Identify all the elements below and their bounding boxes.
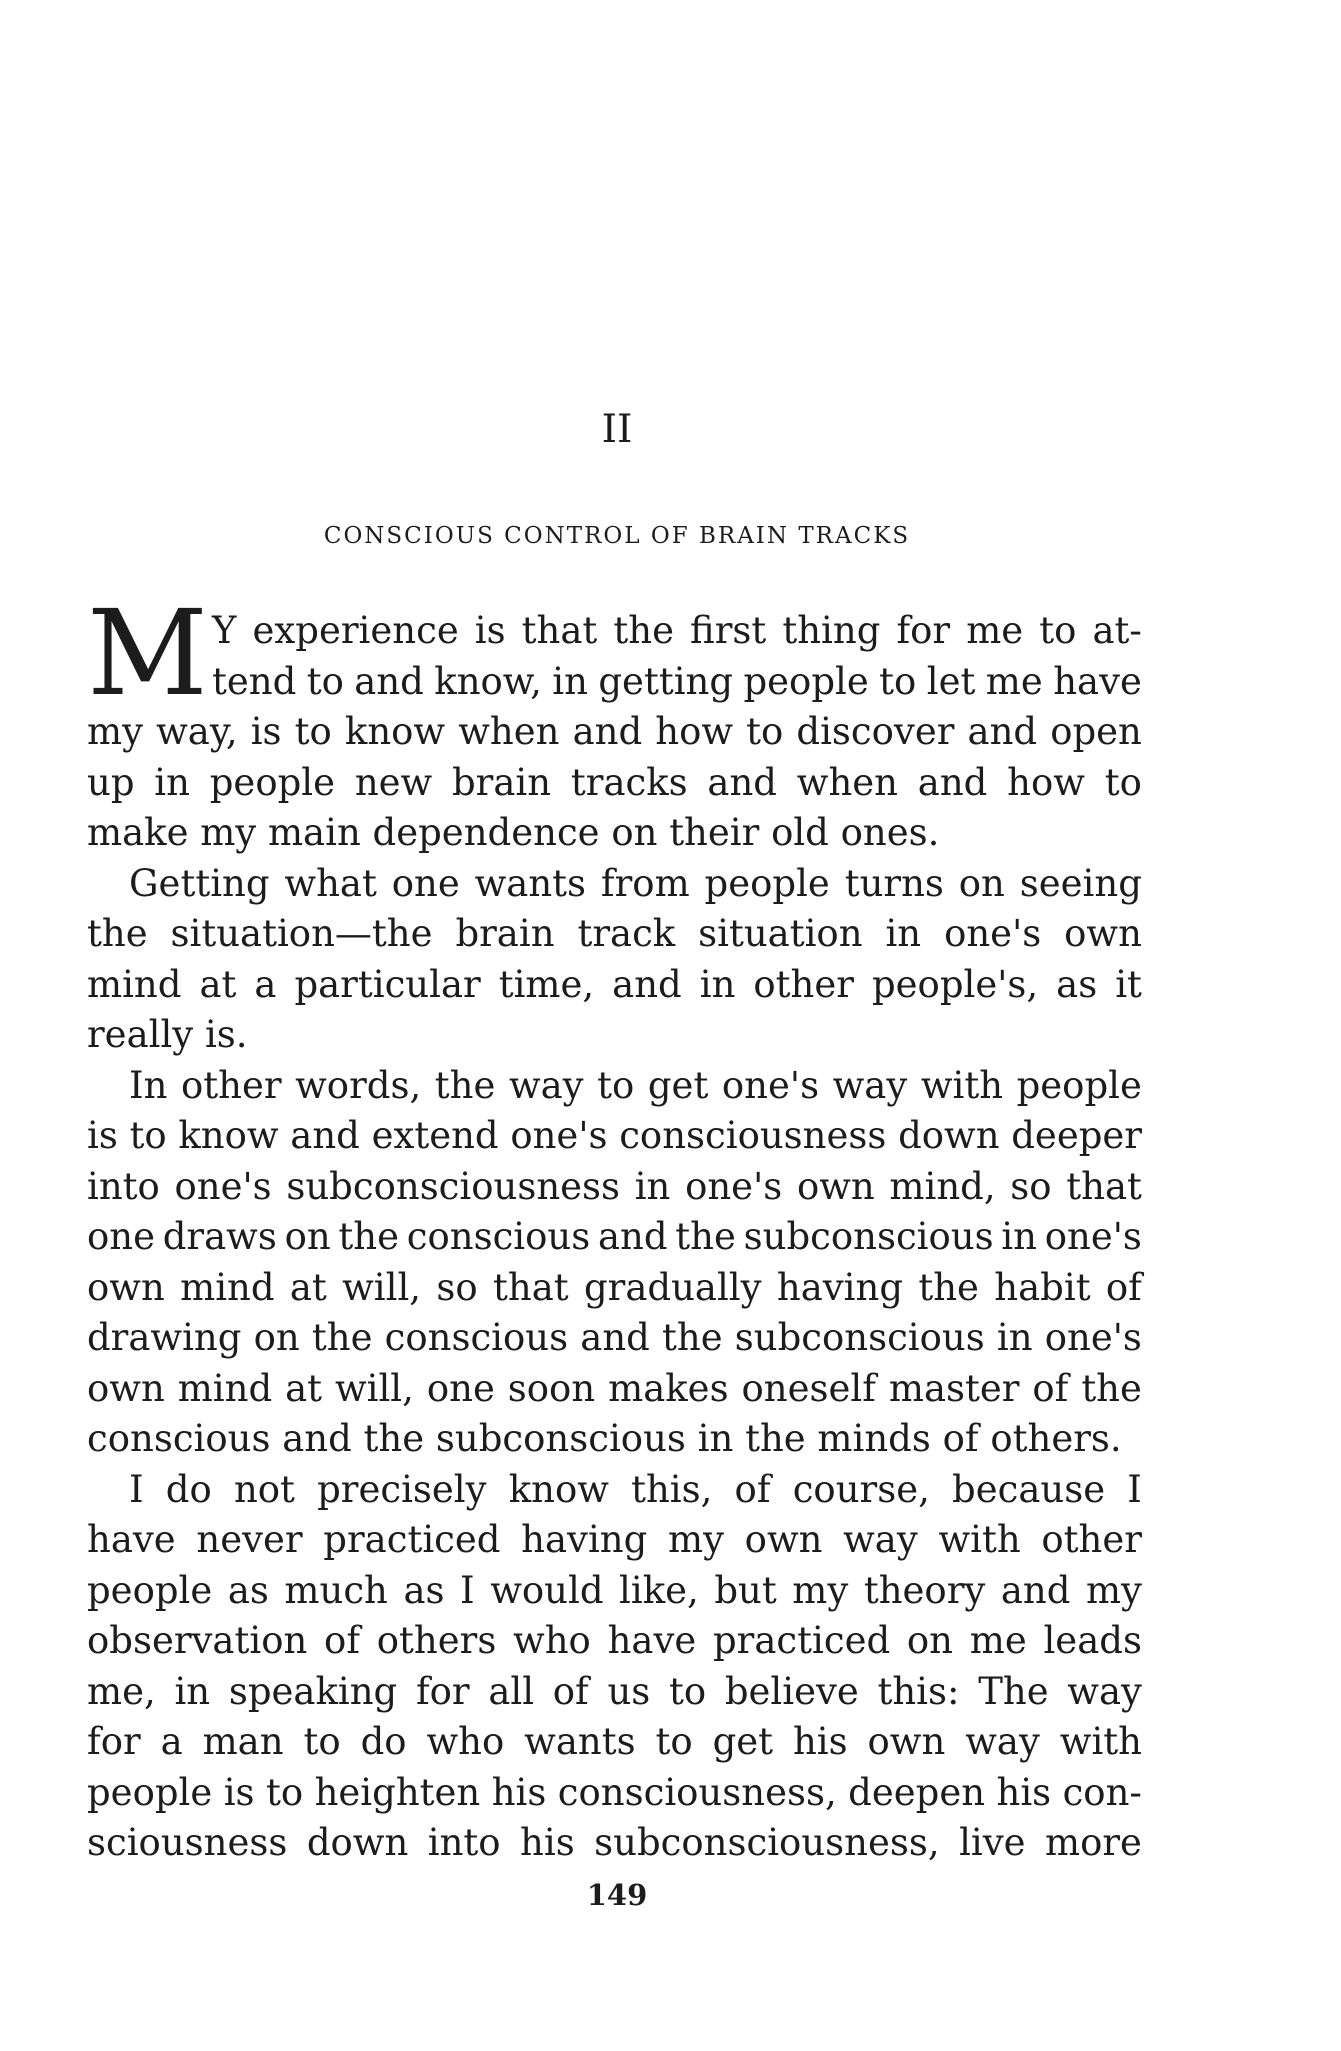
word: as <box>227 1568 269 1612</box>
word: discover <box>796 710 955 753</box>
word: tracks <box>570 760 688 804</box>
word: my <box>792 1568 849 1612</box>
word: con- <box>1062 1770 1142 1814</box>
word: what <box>284 861 377 905</box>
word: speaking <box>228 1669 398 1713</box>
word: of <box>1105 1265 1142 1309</box>
word: in <box>634 1164 671 1208</box>
word: own <box>744 1518 823 1561</box>
word: oneself <box>741 1366 876 1410</box>
word: my <box>87 710 143 753</box>
word: down <box>306 1821 409 1864</box>
word: people <box>87 1568 213 1612</box>
word: and <box>354 659 424 703</box>
word: know, <box>434 659 542 703</box>
text-line <box>87 1515 1142 1566</box>
word: one <box>426 1366 495 1410</box>
word: people's, <box>871 962 1039 1006</box>
word: in <box>552 659 588 703</box>
word: own <box>796 1164 875 1208</box>
word: subconsciousness, <box>594 1821 940 1864</box>
word: mind, <box>889 1164 996 1208</box>
word: for <box>896 609 951 652</box>
word: at <box>199 962 237 1006</box>
word: having <box>521 1518 648 1561</box>
word: get <box>712 1720 774 1763</box>
word: way <box>843 1518 918 1561</box>
page-number: 149 <box>586 1878 648 1912</box>
word: consciousness, <box>557 1770 837 1814</box>
word: I <box>1127 1467 1142 1511</box>
text-line <box>87 1364 1142 1415</box>
word: one's <box>721 1063 820 1107</box>
word: to <box>1039 609 1077 652</box>
word: one's <box>685 1164 783 1208</box>
text-line <box>87 1616 1142 1667</box>
word: my <box>1085 1568 1142 1612</box>
chapter-title: CONSCIOUS CONTROL OF BRAIN TRACKS <box>323 523 911 549</box>
word: Y <box>212 609 237 652</box>
word: who <box>426 1720 505 1763</box>
text-line <box>87 909 1142 960</box>
text-line <box>87 1263 1142 1314</box>
word: know <box>344 710 446 753</box>
word: know <box>508 1467 609 1511</box>
word: me <box>969 1619 1027 1662</box>
word: subconscious <box>743 1215 994 1258</box>
word: have <box>1053 659 1142 703</box>
word: with <box>920 1063 1004 1107</box>
word: with <box>1059 1720 1142 1763</box>
word: theory <box>863 1568 986 1612</box>
word: for <box>87 1720 141 1763</box>
word: have <box>607 1619 697 1662</box>
word: own <box>87 1366 165 1410</box>
word: the <box>662 1316 723 1359</box>
word: and <box>580 1316 650 1359</box>
word: practiced <box>713 1619 891 1662</box>
word: it <box>1115 962 1142 1006</box>
word: is <box>223 1770 255 1814</box>
paragraph-1 <box>87 584 1142 859</box>
word: other <box>753 962 854 1006</box>
text-line <box>87 1465 1142 1516</box>
word: mind <box>87 962 182 1006</box>
word: up <box>87 760 135 804</box>
word: way, <box>156 710 238 753</box>
word: this, <box>631 1467 713 1511</box>
word: time, <box>498 962 595 1006</box>
word: thing <box>782 609 881 652</box>
word: of <box>552 1669 589 1713</box>
text-line <box>87 960 1142 1011</box>
word: not <box>233 1467 295 1511</box>
text-line <box>87 1061 1142 1112</box>
word: way <box>1067 1669 1142 1713</box>
word: other <box>1041 1518 1142 1561</box>
text-line <box>87 1768 1142 1819</box>
word: and <box>572 710 643 753</box>
word: and <box>1000 1568 1071 1612</box>
word: people <box>704 861 830 905</box>
word: for <box>415 1669 470 1713</box>
word: let <box>926 659 976 703</box>
word: course, <box>792 1467 930 1511</box>
word: will, <box>342 1265 422 1309</box>
word: to <box>655 1720 693 1763</box>
word: us <box>607 1669 651 1713</box>
text-line <box>87 758 1142 809</box>
word: heighten <box>314 1770 481 1814</box>
word: mind <box>177 1366 273 1410</box>
word: leads <box>1043 1619 1142 1662</box>
paragraph-2 <box>87 859 1142 1061</box>
word: to <box>294 710 332 753</box>
word: as <box>1056 962 1098 1006</box>
word: know <box>178 1114 279 1157</box>
word: subconsciousness <box>286 1164 621 1208</box>
word: the <box>918 1265 979 1309</box>
word: one's <box>1044 1316 1142 1359</box>
text-line <box>87 1818 1142 1869</box>
word: when <box>796 760 899 804</box>
word: situation—the <box>170 912 433 955</box>
word: one's <box>510 1114 608 1157</box>
word: do <box>360 1720 407 1763</box>
word: in <box>699 962 736 1006</box>
word: of <box>324 1619 361 1662</box>
text-line <box>87 1313 1142 1364</box>
word: on <box>958 861 1005 905</box>
word: I <box>460 1568 475 1612</box>
word: wants <box>524 1720 636 1763</box>
word: people <box>1016 1063 1142 1107</box>
text-line <box>87 1212 1142 1263</box>
word: habit <box>994 1265 1091 1309</box>
word: first <box>690 609 767 652</box>
word: people <box>87 1770 213 1814</box>
word: is <box>250 710 282 753</box>
word: consciousness <box>619 1114 887 1157</box>
word: the <box>675 1215 736 1258</box>
word: will, <box>334 1366 414 1410</box>
word: so <box>436 1265 478 1309</box>
text-line: conscious and the subconscious in the minds of others. <box>87 1417 1122 1460</box>
word: conscious <box>406 1215 591 1258</box>
word: my <box>667 1518 724 1561</box>
word: is <box>474 609 506 652</box>
word: particular <box>294 962 481 1006</box>
word: when <box>458 710 560 753</box>
word: other <box>181 1063 282 1107</box>
word: a <box>160 1720 183 1763</box>
text-line <box>87 1111 1142 1162</box>
word: how <box>655 710 734 753</box>
word: a <box>254 962 277 1006</box>
word: master <box>888 1366 1020 1410</box>
word: me <box>966 609 1024 652</box>
word: and <box>612 962 682 1006</box>
word: tend <box>212 659 297 703</box>
word: Getting <box>129 861 270 905</box>
word: situation <box>698 912 863 955</box>
word: one's <box>1044 1215 1142 1258</box>
word: practiced <box>323 1518 501 1561</box>
chapter-number: II <box>601 407 633 452</box>
word: never <box>196 1518 303 1561</box>
word: brain <box>452 760 552 804</box>
word: on <box>906 1619 954 1662</box>
word: down <box>898 1114 1000 1157</box>
word: in <box>174 1669 211 1713</box>
text-line <box>87 657 1142 708</box>
word: into <box>87 1164 160 1208</box>
word: that <box>521 609 598 652</box>
word: open <box>1050 710 1142 753</box>
word: mind <box>180 1265 275 1309</box>
word: way <box>965 1720 1040 1763</box>
word: his <box>792 1720 848 1763</box>
word: observation <box>87 1619 308 1662</box>
word: as <box>403 1568 445 1612</box>
word: I <box>129 1467 144 1511</box>
word: with <box>938 1518 1021 1561</box>
text-line <box>87 1162 1142 1213</box>
text-line <box>87 1667 1142 1718</box>
word: having <box>776 1265 904 1309</box>
word: live <box>959 1821 1026 1864</box>
word: the <box>613 609 674 652</box>
word: own <box>1064 912 1142 955</box>
word: because <box>952 1467 1106 1511</box>
text-line: really is. <box>87 1013 248 1056</box>
word: would <box>490 1568 604 1612</box>
word: his <box>520 1821 575 1864</box>
word: to <box>303 1720 341 1763</box>
paragraph-4 <box>87 1465 1142 1869</box>
word: to <box>1104 760 1142 804</box>
word: the <box>434 1063 496 1107</box>
word: others <box>376 1619 497 1662</box>
word: gradually <box>583 1265 762 1309</box>
word: track <box>577 912 676 955</box>
word: and <box>707 760 777 804</box>
text-line: make my main dependence on their old ones. <box>87 811 940 854</box>
word: into <box>427 1821 501 1864</box>
word: seeing <box>1019 861 1142 905</box>
word: in <box>154 760 190 804</box>
body-text <box>87 584 1142 1869</box>
word: and <box>917 760 988 804</box>
text-line <box>87 606 1142 657</box>
word: In <box>129 1063 168 1107</box>
word: one's <box>174 1164 272 1208</box>
word: precisely <box>317 1467 487 1511</box>
word: get <box>647 1063 709 1107</box>
word: do <box>165 1467 212 1511</box>
text-line <box>87 1717 1142 1768</box>
word: me, <box>87 1669 156 1713</box>
word: that <box>1066 1164 1142 1208</box>
word: people <box>209 760 336 804</box>
drop-cap: M <box>87 584 208 722</box>
word: have <box>87 1518 176 1561</box>
word: and <box>597 1215 668 1258</box>
word: this: <box>877 1669 960 1713</box>
word: one's <box>944 912 1042 955</box>
word: one <box>391 861 460 905</box>
word: one <box>87 1215 156 1258</box>
word: wants <box>474 861 587 905</box>
word: own <box>867 1720 946 1763</box>
word: to <box>597 1063 635 1107</box>
word: sciousness <box>87 1821 288 1864</box>
word: to <box>668 1669 707 1713</box>
word: deepen <box>848 1770 986 1814</box>
word: subconscious <box>734 1316 985 1359</box>
word: at <box>285 1366 323 1410</box>
word: in <box>885 912 922 955</box>
word: the <box>338 1215 400 1258</box>
word: to <box>129 1114 167 1157</box>
word: words, <box>295 1063 422 1107</box>
word: way <box>832 1063 908 1107</box>
word: the <box>1081 1366 1142 1410</box>
word: on <box>284 1215 331 1258</box>
text-line <box>87 1566 1142 1617</box>
text-line <box>87 707 1142 758</box>
word: in <box>1001 1215 1037 1258</box>
word: experience <box>252 609 459 652</box>
word: to <box>265 1770 304 1814</box>
word: soon <box>507 1366 596 1410</box>
word: is <box>87 1114 118 1157</box>
word: to <box>306 659 344 703</box>
word: brain <box>455 912 555 955</box>
word: like, <box>619 1568 699 1612</box>
word: how <box>1007 760 1085 804</box>
word: man <box>202 1720 284 1763</box>
word: on <box>253 1316 300 1359</box>
word: new <box>354 760 433 804</box>
word: believe <box>724 1669 859 1713</box>
word: in <box>996 1316 1033 1359</box>
word: so <box>1010 1164 1052 1208</box>
word: that <box>493 1265 569 1309</box>
text-line <box>87 859 1142 910</box>
word: at <box>289 1265 327 1309</box>
word: his <box>996 1770 1052 1814</box>
word: to <box>879 659 917 703</box>
word: getting <box>598 659 734 703</box>
word: from <box>600 861 690 905</box>
word: draws <box>162 1215 277 1258</box>
word: The <box>978 1669 1049 1713</box>
word: drawing <box>87 1316 242 1359</box>
word: of <box>1032 1366 1069 1410</box>
word: who <box>513 1619 591 1662</box>
word: turns <box>844 861 944 905</box>
word: conscious <box>384 1316 569 1359</box>
word: people <box>743 659 869 703</box>
word: his <box>491 1770 547 1814</box>
word: all <box>488 1669 535 1713</box>
word: of <box>734 1467 771 1511</box>
word: at- <box>1092 609 1142 652</box>
word: extend <box>371 1114 499 1157</box>
word: but <box>714 1568 777 1612</box>
word: the <box>311 1316 373 1359</box>
word: to <box>746 710 784 753</box>
word: deeper <box>1011 1114 1142 1157</box>
word: makes <box>608 1366 729 1410</box>
word: own <box>87 1265 165 1309</box>
word: more <box>1045 1821 1142 1864</box>
word: and <box>967 710 1038 753</box>
word: me <box>985 659 1043 703</box>
paragraph-3 <box>87 1061 1142 1465</box>
word: way <box>508 1063 584 1107</box>
word: the <box>87 912 148 955</box>
word: much <box>284 1568 388 1612</box>
word: and <box>290 1114 360 1157</box>
